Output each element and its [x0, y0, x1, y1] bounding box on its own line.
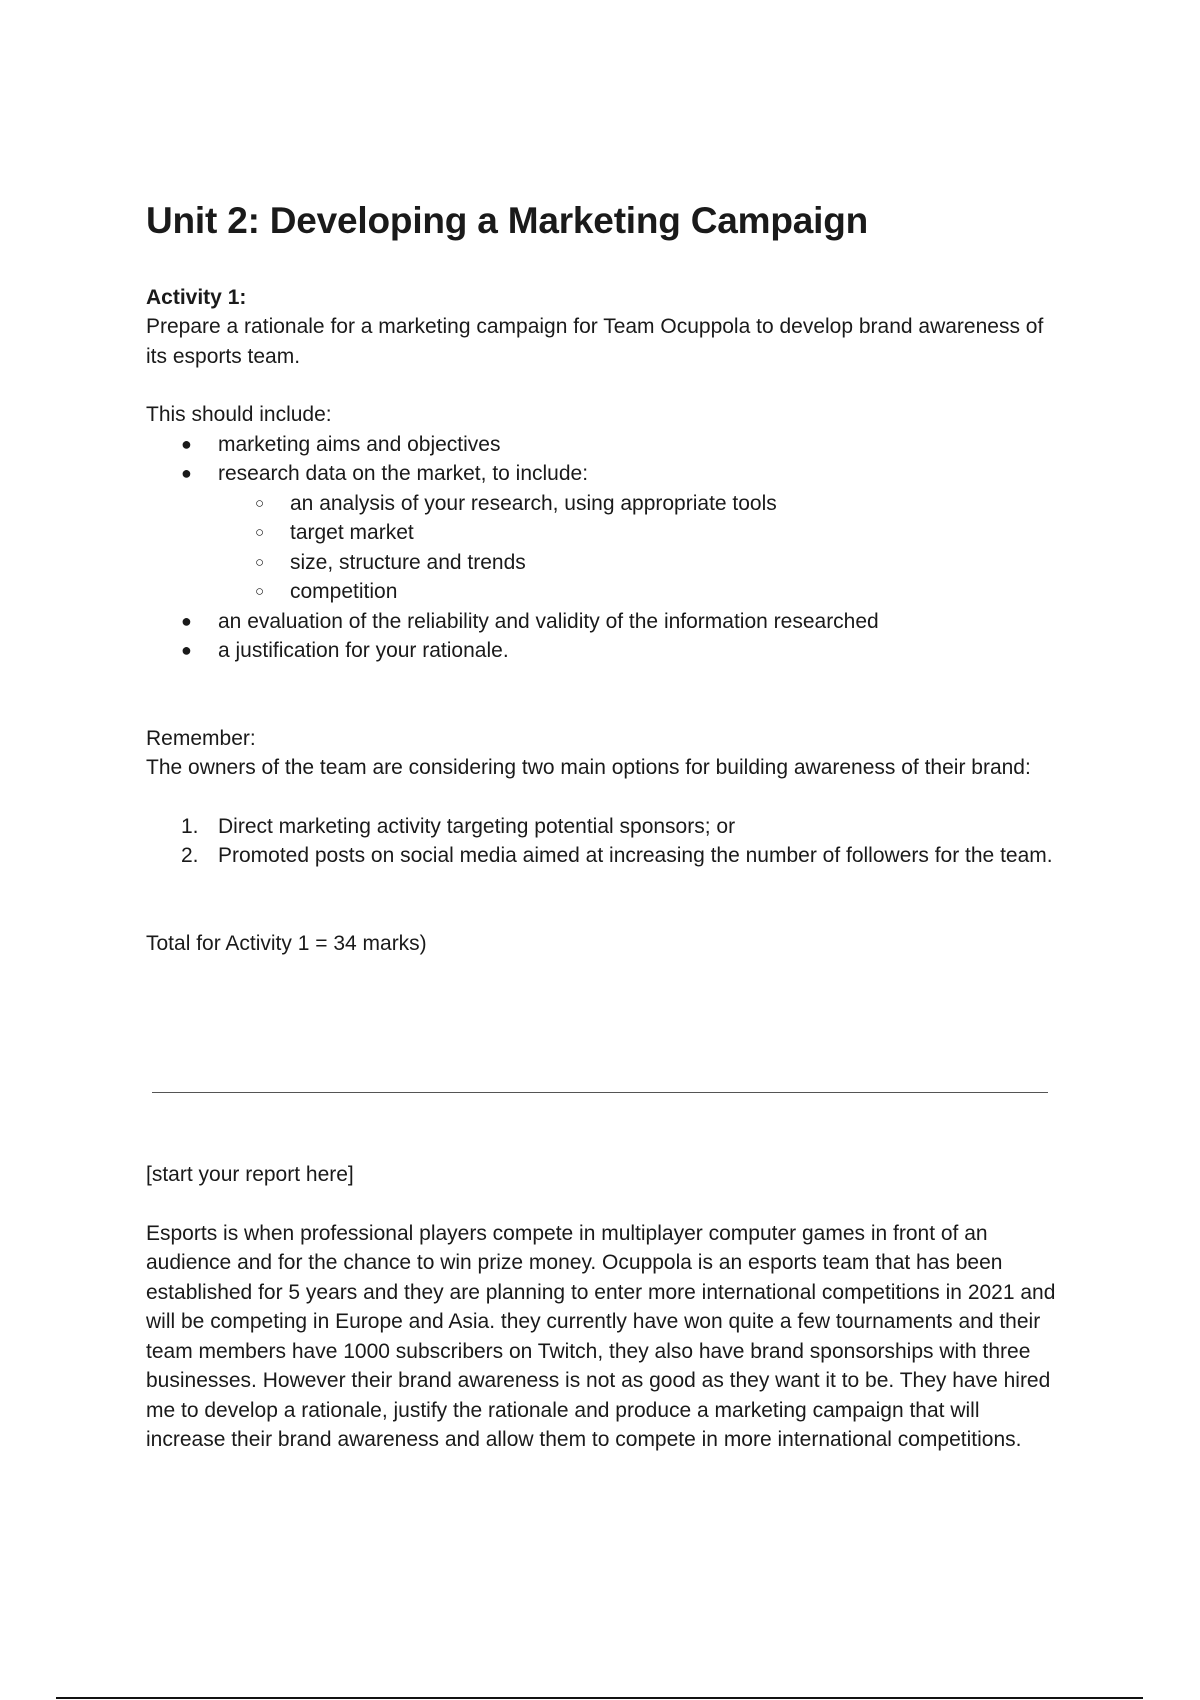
total-marks: Total for Activity 1 = 34 marks): [146, 931, 427, 955]
bullet-icon: ●: [181, 640, 192, 661]
report-section: [146, 1160, 1061, 1455]
report-body: Esports is when professional players compete in multiplayer computer games in front of an audience and for the chance to win prize money. Ocuppola is an esports team that has been established for 5 years and they are planning to enter more international competitions in 2021 and will be competing in Europe and Asia. they currently have won quite a few tournaments and their team members have 1000 subscribers on Twitch, they also have brand sponsorships with three businesses. However their brand awareness is not as good as they want it to be. They have hired me to develop a rationale, justify the rationale and produce a marketing campaign that will increase their brand awareness and allow them to compete in more international competitions.: [146, 1221, 1056, 1451]
list-item: ○ competition: [290, 577, 1056, 607]
hollow-bullet-icon: ○: [255, 583, 265, 601]
bullet-icon: ●: [181, 463, 192, 484]
remember-label: Remember:: [146, 726, 256, 750]
requirements-list: [146, 430, 1056, 666]
hollow-bullet-icon: ○: [255, 494, 265, 512]
option-number: 2.: [181, 844, 199, 868]
page-title: Unit 2: Developing a Marketing Campaign: [146, 200, 869, 241]
list-item: ○ target market: [290, 518, 1056, 548]
list-item: 1. Direct marketing activity targeting potential sponsors; or: [218, 812, 1056, 842]
activity-label: Activity 1:: [146, 285, 247, 309]
document-page: [146, 200, 1056, 958]
list-item: ● an evaluation of the reliability and validity of the information researched: [218, 607, 1056, 637]
hollow-bullet-icon: ○: [255, 553, 265, 571]
bullet-icon: ●: [181, 433, 192, 454]
list-item: ● marketing aims and objectives: [218, 430, 1056, 460]
option-number: 1.: [181, 814, 199, 838]
list-item: ● a justification for your rationale.: [218, 636, 1056, 666]
include-intro: This should include:: [146, 403, 332, 427]
research-sub-list: [218, 489, 1056, 607]
report-start-label: [start your report here]: [146, 1163, 354, 1186]
page-bottom-border: [56, 1697, 1143, 1699]
list-item: 2. Promoted posts on social media aimed at increasing the number of followers for the team.: [218, 841, 1056, 871]
list-item: ○ size, structure and trends: [290, 548, 1056, 578]
list-item: ● research data on the market, to include: ○ an analysis of your research, using appropriate tools ○ target market ○ size, structure and trends ○ competition: [218, 459, 1056, 607]
hollow-bullet-icon: ○: [255, 524, 265, 542]
horizontal-divider: [152, 1092, 1048, 1093]
bullet-icon: ●: [181, 610, 192, 631]
options-list: [146, 812, 1056, 871]
activity-task: Prepare a rationale for a marketing campaign for Team Ocuppola to develop brand awareness of its esports team.: [146, 315, 1044, 368]
list-item: ○ an analysis of your research, using appropriate tools: [290, 489, 1056, 519]
remember-text: The owners of the team are considering two main options for building awareness of their brand:: [146, 756, 1031, 780]
